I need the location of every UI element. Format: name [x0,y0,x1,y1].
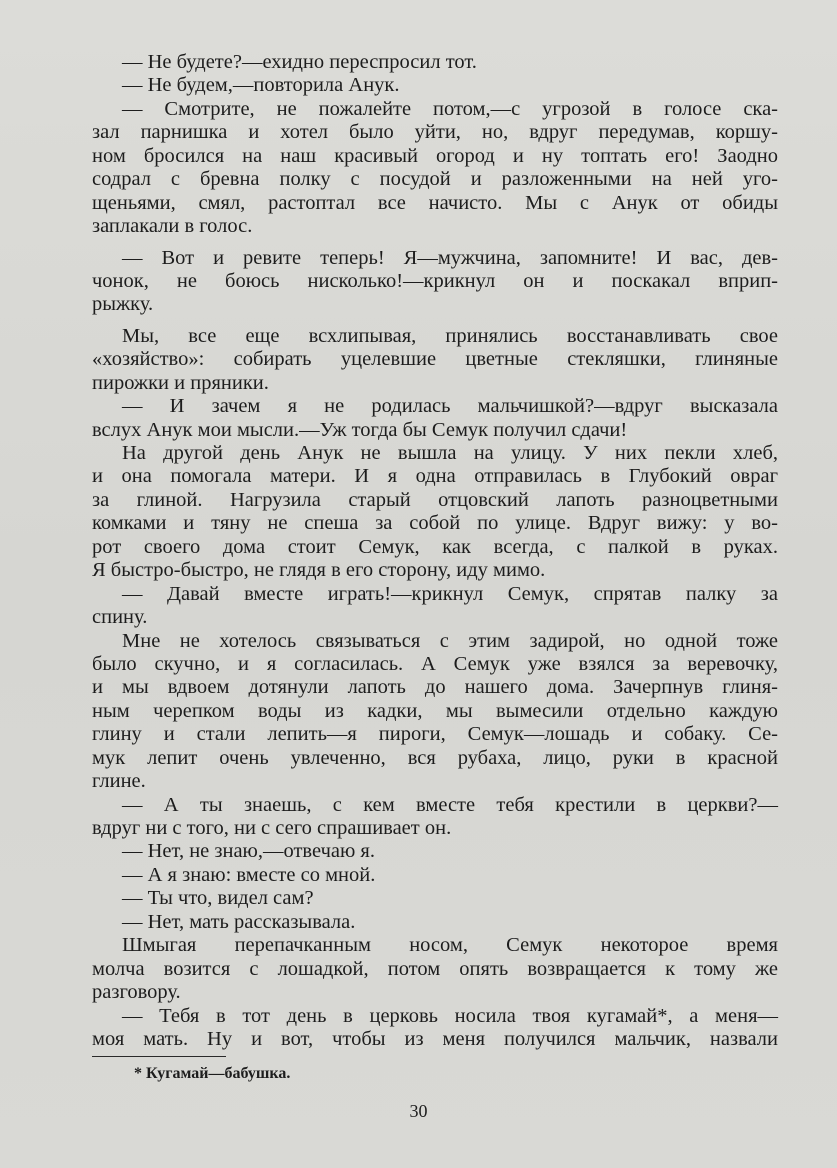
text-line: чонок, не боюсь нисколько!—крикнул он и поскакал вприп- [92,269,778,292]
text-line: комками и тяну не спеша за собой по улице. Вдруг вижу: у во- [92,512,778,535]
text-line: и мы вдвоем дотянули лапоть до нашего дома. Зачерпнув глиня- [92,676,778,699]
text-line: ном бросился на наш красивый огород и ну топтать его! Заодно [92,144,778,167]
text-line: — А я знаю: вместе со мной. [122,863,376,886]
text-line: глине. [92,770,146,793]
text-line: глину и стали лепить—я пироги, Семук—лошадь и собаку. Се- [92,723,778,746]
text-line: разговору. [92,981,181,1004]
page-number: 30 [409,1101,428,1121]
text-line: и она помогала матери. И я одна отправилась в Глубокий овраг [92,465,778,488]
text-line: рыжку. [92,293,154,316]
text-line: спину. [92,606,148,629]
text-line: — Тебя в тот день в церковь носила твоя кугамай*, а меня— [122,1004,778,1027]
text-line: — И зачем я не родилась мальчишкой?—вдруг высказала [122,395,778,418]
text-line: — Смотрите, не пожалейте потом,—с угрозой в голосе ска- [122,97,778,120]
text-line: моя мать. Ну и вот, чтобы из меня получился мальчик, назвали [92,1027,778,1050]
text-line: заплакали в голос. [92,215,253,238]
text-line: зал парнишка и хотел было уйти, но, вдруг передумав, коршу- [92,121,778,144]
text-line: пирожки и пряники. [92,371,269,394]
text-line: Мы, все еще всхлипывая, принялись восстанавливать свое [122,324,778,347]
text-line: Шмыгая перепачканным носом, Семук некоторое время [122,934,778,957]
text-line: — Давай вместе играть!—крикнул Семук, спрятав палку за [122,582,778,605]
text-line: — Не будем,—повторила Анук. [122,74,400,97]
text-line: — А ты знаешь, с кем вместе тебя крестили в церкви?— [122,793,778,816]
body-text [92,51,778,1051]
text-line: — Нет, мать рассказывала. [122,910,356,933]
text-line: молча возится с лошадкой, потом опять возвращается к тому же [92,957,778,980]
text-line: было скучно, и я согласилась. А Семук уже взялся за веревочку, [92,652,778,675]
footnote: * Кугамай—бабушка. [134,1065,291,1082]
text-line: за глиной. Нагрузила старый отцовский лапоть разноцветными [92,488,778,511]
text-line: щеньями, смял, растоптал все начисто. Мы с Анук от обиды [92,191,778,214]
text-line: — Нет, не знаю,—отвечаю я. [122,840,375,863]
text-line: вслух Анук мои мысли.—Уж тогда бы Семук получил сдачи! [92,418,628,441]
text-line: вдруг ни с того, ни с сего спрашивает он. [92,817,452,839]
text-line: мук лепит очень увлеченно, вся рубаха, лицо, руки в красной [92,746,778,769]
text-line: На другой день Анук не вышла на улицу. У них пекли хлеб, [122,442,778,464]
text-line: — Вот и ревите теперь! Я—мужчина, запомните! И вас, дев- [122,246,778,269]
text-line: «хозяйство»: собирать уцелевшие цветные стекляшки, глиняные [92,348,778,371]
text-line: рот своего дома стоит Семук, как всегда, с палкой в руках. [92,535,778,558]
text-line: содрал с бревна полку с посудой и разложенными на ней уго- [92,168,778,191]
footnote-divider [92,1056,226,1057]
text-line: ным черепком воды из кадки, мы вымесили отдельно каждую [92,699,778,722]
text-line: — Не будете?—ехидно переспросил тот. [122,51,477,73]
text-line: — Ты что, видел сам? [122,887,314,910]
text-line: Я быстро-быстро, не глядя в его сторону, иду мимо. [92,559,546,582]
text-line: Мне не хотелось связываться с этим задирой, но одной тоже [122,629,778,652]
